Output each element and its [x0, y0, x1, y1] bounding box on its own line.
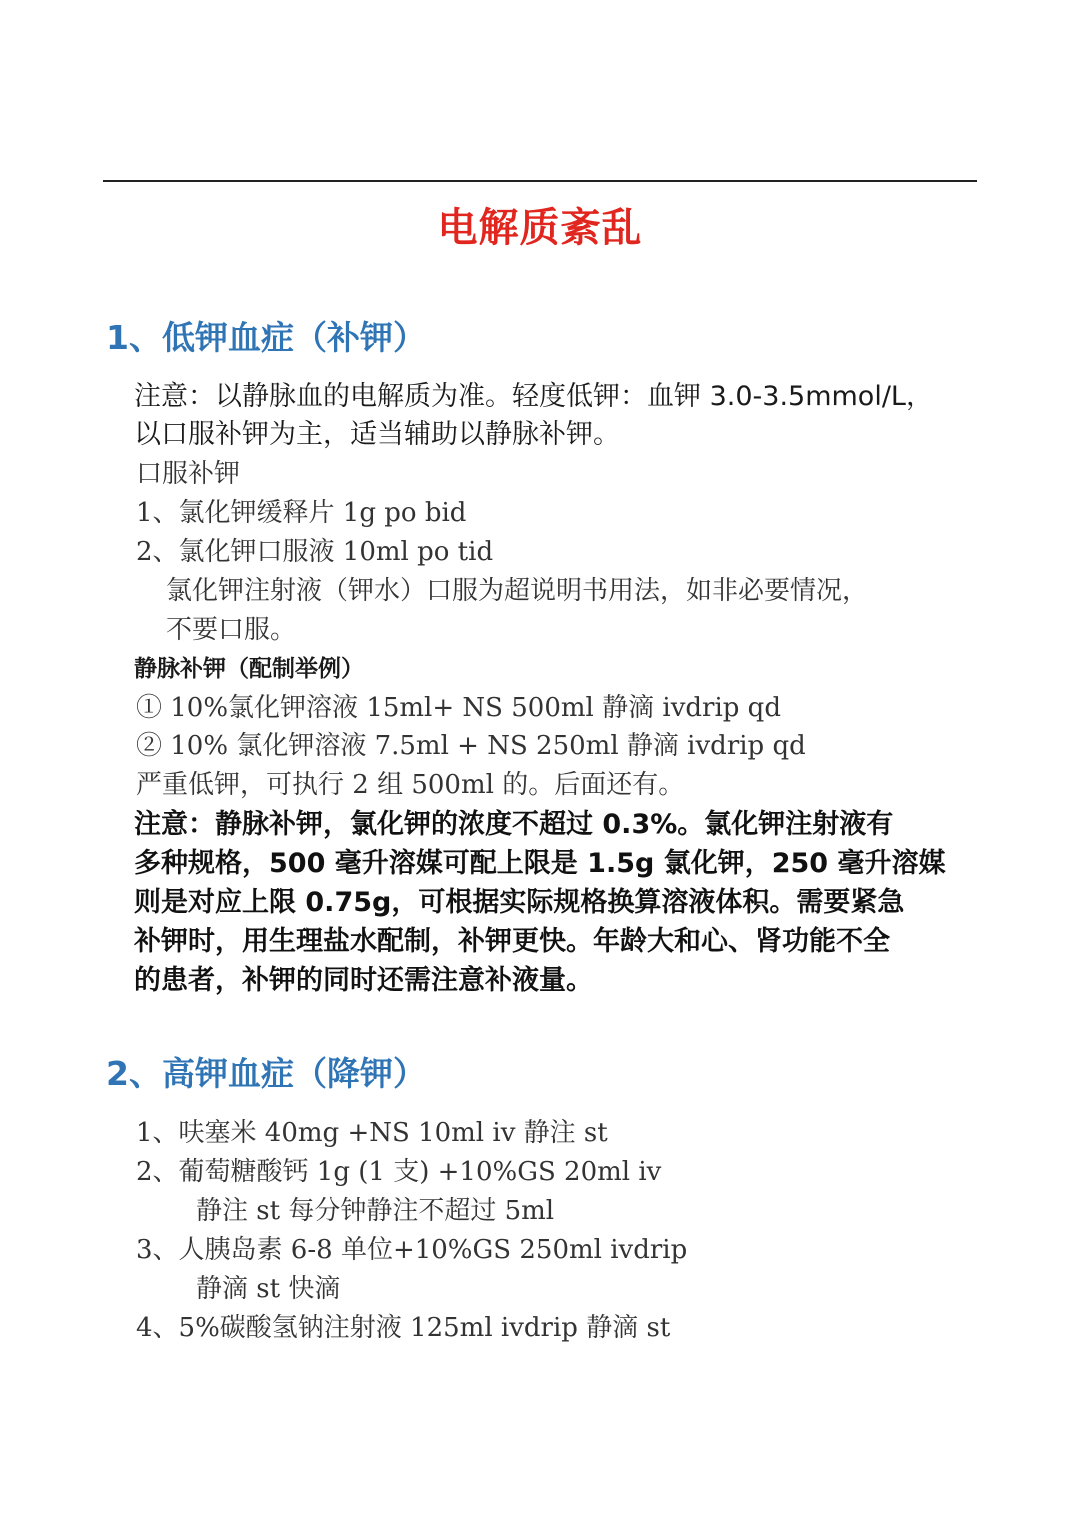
iv-heading: 静脉补钾（配制举例） — [134, 656, 364, 682]
hyperk-item-3: 3、人胰岛素 6-8 单位+10%GS 250ml ivdrip — [136, 1235, 688, 1265]
section-heading-hypokalemia: 1、低钾血症（补钾） — [106, 318, 426, 357]
severe-note: 严重低钾，可执行 2 组 500ml 的。后面还有。 — [136, 770, 685, 800]
iv-item-2: ② 10% 氯化钾溶液 7.5ml + NS 250ml 静滴 ivdrip qd — [136, 731, 806, 761]
hyperk-item-2: 2、葡萄糖酸钙 1g (1 支) +10%GS 20ml iv — [136, 1157, 662, 1187]
note-line-2: 以口服补钾为主，适当辅助以静脉补钾。 — [134, 419, 620, 450]
hyperk-item-1: 1、呋塞米 40mg +NS 10ml iv 静注 st — [136, 1118, 608, 1148]
iv-item-1: ① 10%氯化钾溶液 15ml+ NS 500ml 静滴 ivdrip qd — [136, 693, 781, 723]
note-line-1: 注意：以静脉血的电解质为准。轻度低钾：血钾 3.0-3.5mmol/L， — [134, 381, 933, 412]
warning-line-2: 多种规格，500 毫升溶媒可配上限是 1.5g 氯化钾，250 毫升溶媒 — [134, 848, 946, 879]
warning-line-1: 注意：静脉补钾，氯化钾的浓度不超过 0.3%。氯化钾注射液有 — [134, 809, 894, 840]
oral-item-2: 2、氯化钾口服液 10ml po tid — [136, 537, 494, 567]
oral-note-line-2: 不要口服。 — [166, 615, 297, 645]
oral-heading: 口服补钾 — [136, 459, 241, 489]
hyperk-item-3-continued: 静滴 st 快滴 — [196, 1274, 341, 1304]
page-title: 电解质紊乱 — [437, 205, 643, 251]
warning-line-4: 补钾时，用生理盐水配制，补钾更快。年龄大和心、肾功能不全 — [134, 926, 890, 957]
oral-note-line-1: 氯化钾注射液（钾水）口服为超说明书用法，如非必要情况， — [166, 576, 869, 606]
warning-line-3: 则是对应上限 0.75g，可根据实际规格换算溶液体积。需要紧急 — [134, 887, 905, 918]
top-divider — [103, 180, 977, 182]
oral-item-1: 1、氯化钾缓释片 1g po bid — [136, 498, 467, 528]
section-heading-hyperkalemia: 2、高钾血症（降钾） — [106, 1054, 426, 1093]
hyperk-item-2-continued: 静注 st 每分钟静注不超过 5ml — [196, 1196, 555, 1226]
hyperk-item-4: 4、5%碳酸氢钠注射液 125ml ivdrip 静滴 st — [136, 1313, 671, 1343]
warning-line-5: 的患者，补钾的同时还需注意补液量。 — [134, 965, 593, 996]
